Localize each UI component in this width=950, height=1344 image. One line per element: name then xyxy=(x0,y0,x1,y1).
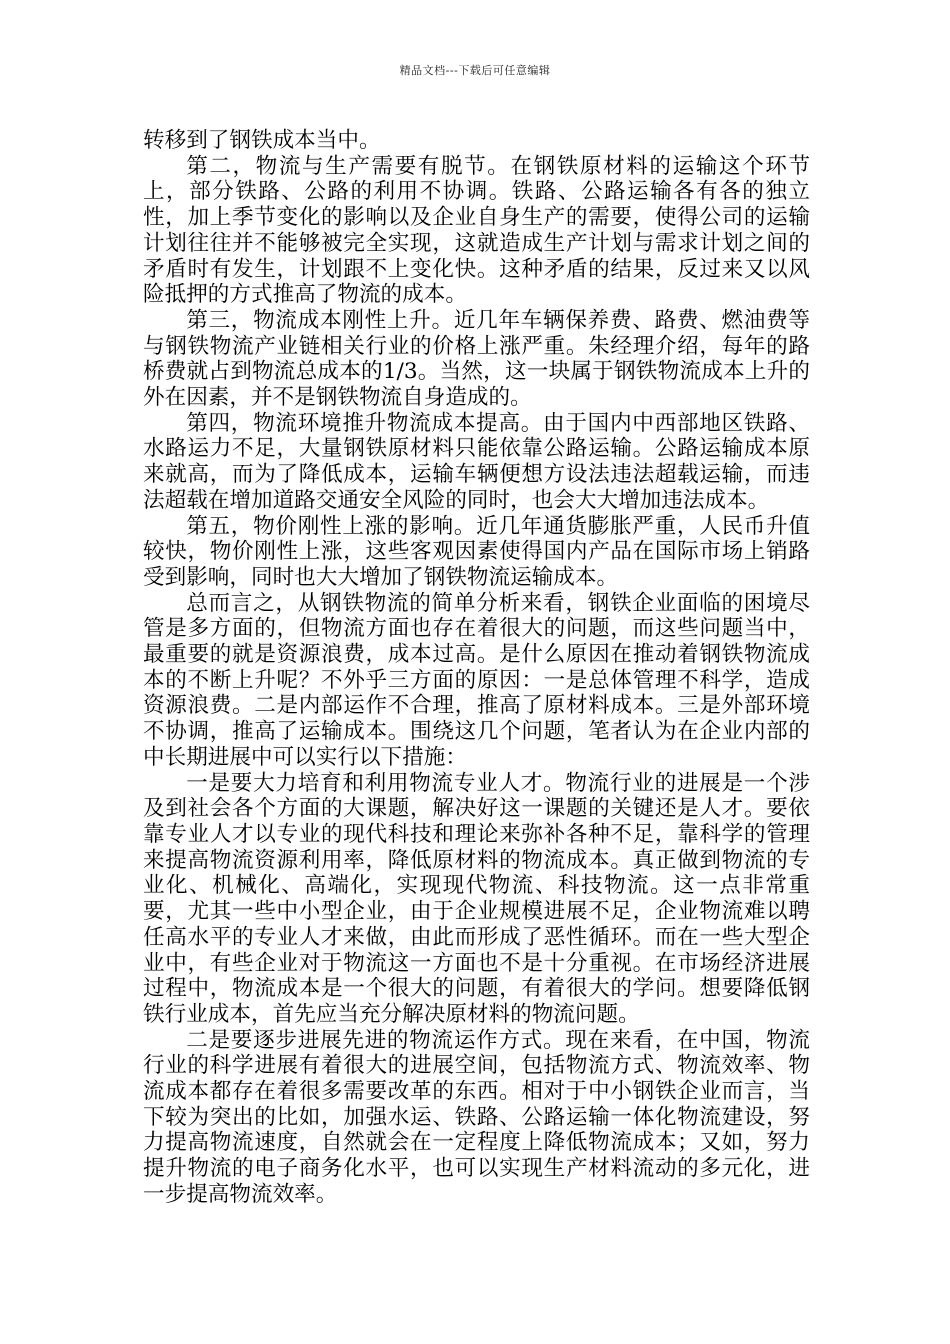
paragraph-fourth-point: 第四，物流环境推升物流成本提高。由于国内中西部地区铁路、水路运力不足，大量钢铁原材料只能依靠公路运输。公路运输成本原来就高，而为了降低成本，运输车辆便想方设法违法超载运输，而违法超载在增加道路交通安全风险的同时，也会大大增加违法成本。 xyxy=(143,410,810,513)
paragraph-measure-two: 二是要逐步进展先进的物流运作方式。现在来看，在中国，物流行业的科学进展有着很大的进展空间，包括物流方式、物流效率、物流成本都存在着很多需要改革的东西。相对于中小钢铁企业而言，当下较为突出的比如，加强水运、铁路、公路运输一体化物流建设，努力提高物流速度，自然就会在一定程度上降低物流成本；又如，努力提升物流的电子商务化水平，也可以实现生产材料流动的多元化，进一步提高物流效率。 xyxy=(143,1027,810,1207)
paragraph-third-point: 第三，物流成本刚性上升。近几年车辆保养费、路费、燃油费等与钢铁物流产业链相关行业的价格上涨严重。朱经理介绍，每年的路桥费就占到物流总成本的1/3。当然，这一块属于钢铁物流成本上升的外在因素，并不是钢铁物流自身造成的。 xyxy=(143,307,810,411)
paragraph-measure-one: 一是要大力培育和利用物流专业人才。物流行业的进展是一个涉及到社会各个方面的大课题，解决好这一课题的关键还是人才。要依靠专业人才以专业的现代科技和理论来弥补各种不足，靠科学的管理来提高物流资源利用率，降低原材料的物流成本。真正做到物流的专业化、机械化、高端化，实现现代物流、科技物流。这一点非常重要，尤其一些中小型企业，由于企业规模进展不足，企业物流难以聘任高水平的专业人才来做，由此而形成了恶性循环。而在一些大型企业中，有些企业对于物流这一方面也不是十分重视。在市场经济进展过程中，物流成本是一个很大的问题，有着很大的学问。想要降低钢铁行业成本，首先应当充分解决原材料的物流问题。 xyxy=(143,770,810,1027)
paragraph-fifth-point: 第五，物价刚性上涨的影响。近几年通货膨胀严重，人民币升值较快，物价刚性上涨，这些客观因素使得国内产品在国际市场上销路受到影响，同时也大大增加了钢铁物流运输成本。 xyxy=(143,513,810,590)
paragraph-continuation: 转移到了钢铁成本当中。 xyxy=(143,128,381,153)
paragraph-summary: 总而言之，从钢铁物流的简单分析来看，钢铁企业面临的困境尽管是多方面的，但物流方面也存在着很大的问题，而这些问题当中，最重要的就是资源浪费，成本过高。是什么原因在推动着钢铁物流成本的不断上升呢？不外乎三方面的原因：一是总体管理不科学，造成资源浪费。二是内部运作不合理，推高了原材料成本。三是外部环境不协调，推高了运输成本。围绕这几个问题，笔者认为在企业内部的中长期进展中可以实行以下措施： xyxy=(143,590,810,770)
document-body xyxy=(143,128,810,1208)
page-header: 精品文档---下载后可任意编辑 xyxy=(399,64,551,77)
paragraph-second-point: 第二，物流与生产需要有脱节。在钢铁原材料的运输这个环节上，部分铁路、公路的利用不协调。铁路、公路运输各有各的独立性，加上季节变化的影响以及企业自身生产的需要，使得公司的运输计划往往并不能够被完全实现，这就造成生产计划与需求计划之间的矛盾时有发生，计划跟不上变化快。这种矛盾的结果，反过来又以风险抵押的方式推高了物流的成本。 xyxy=(143,153,810,308)
